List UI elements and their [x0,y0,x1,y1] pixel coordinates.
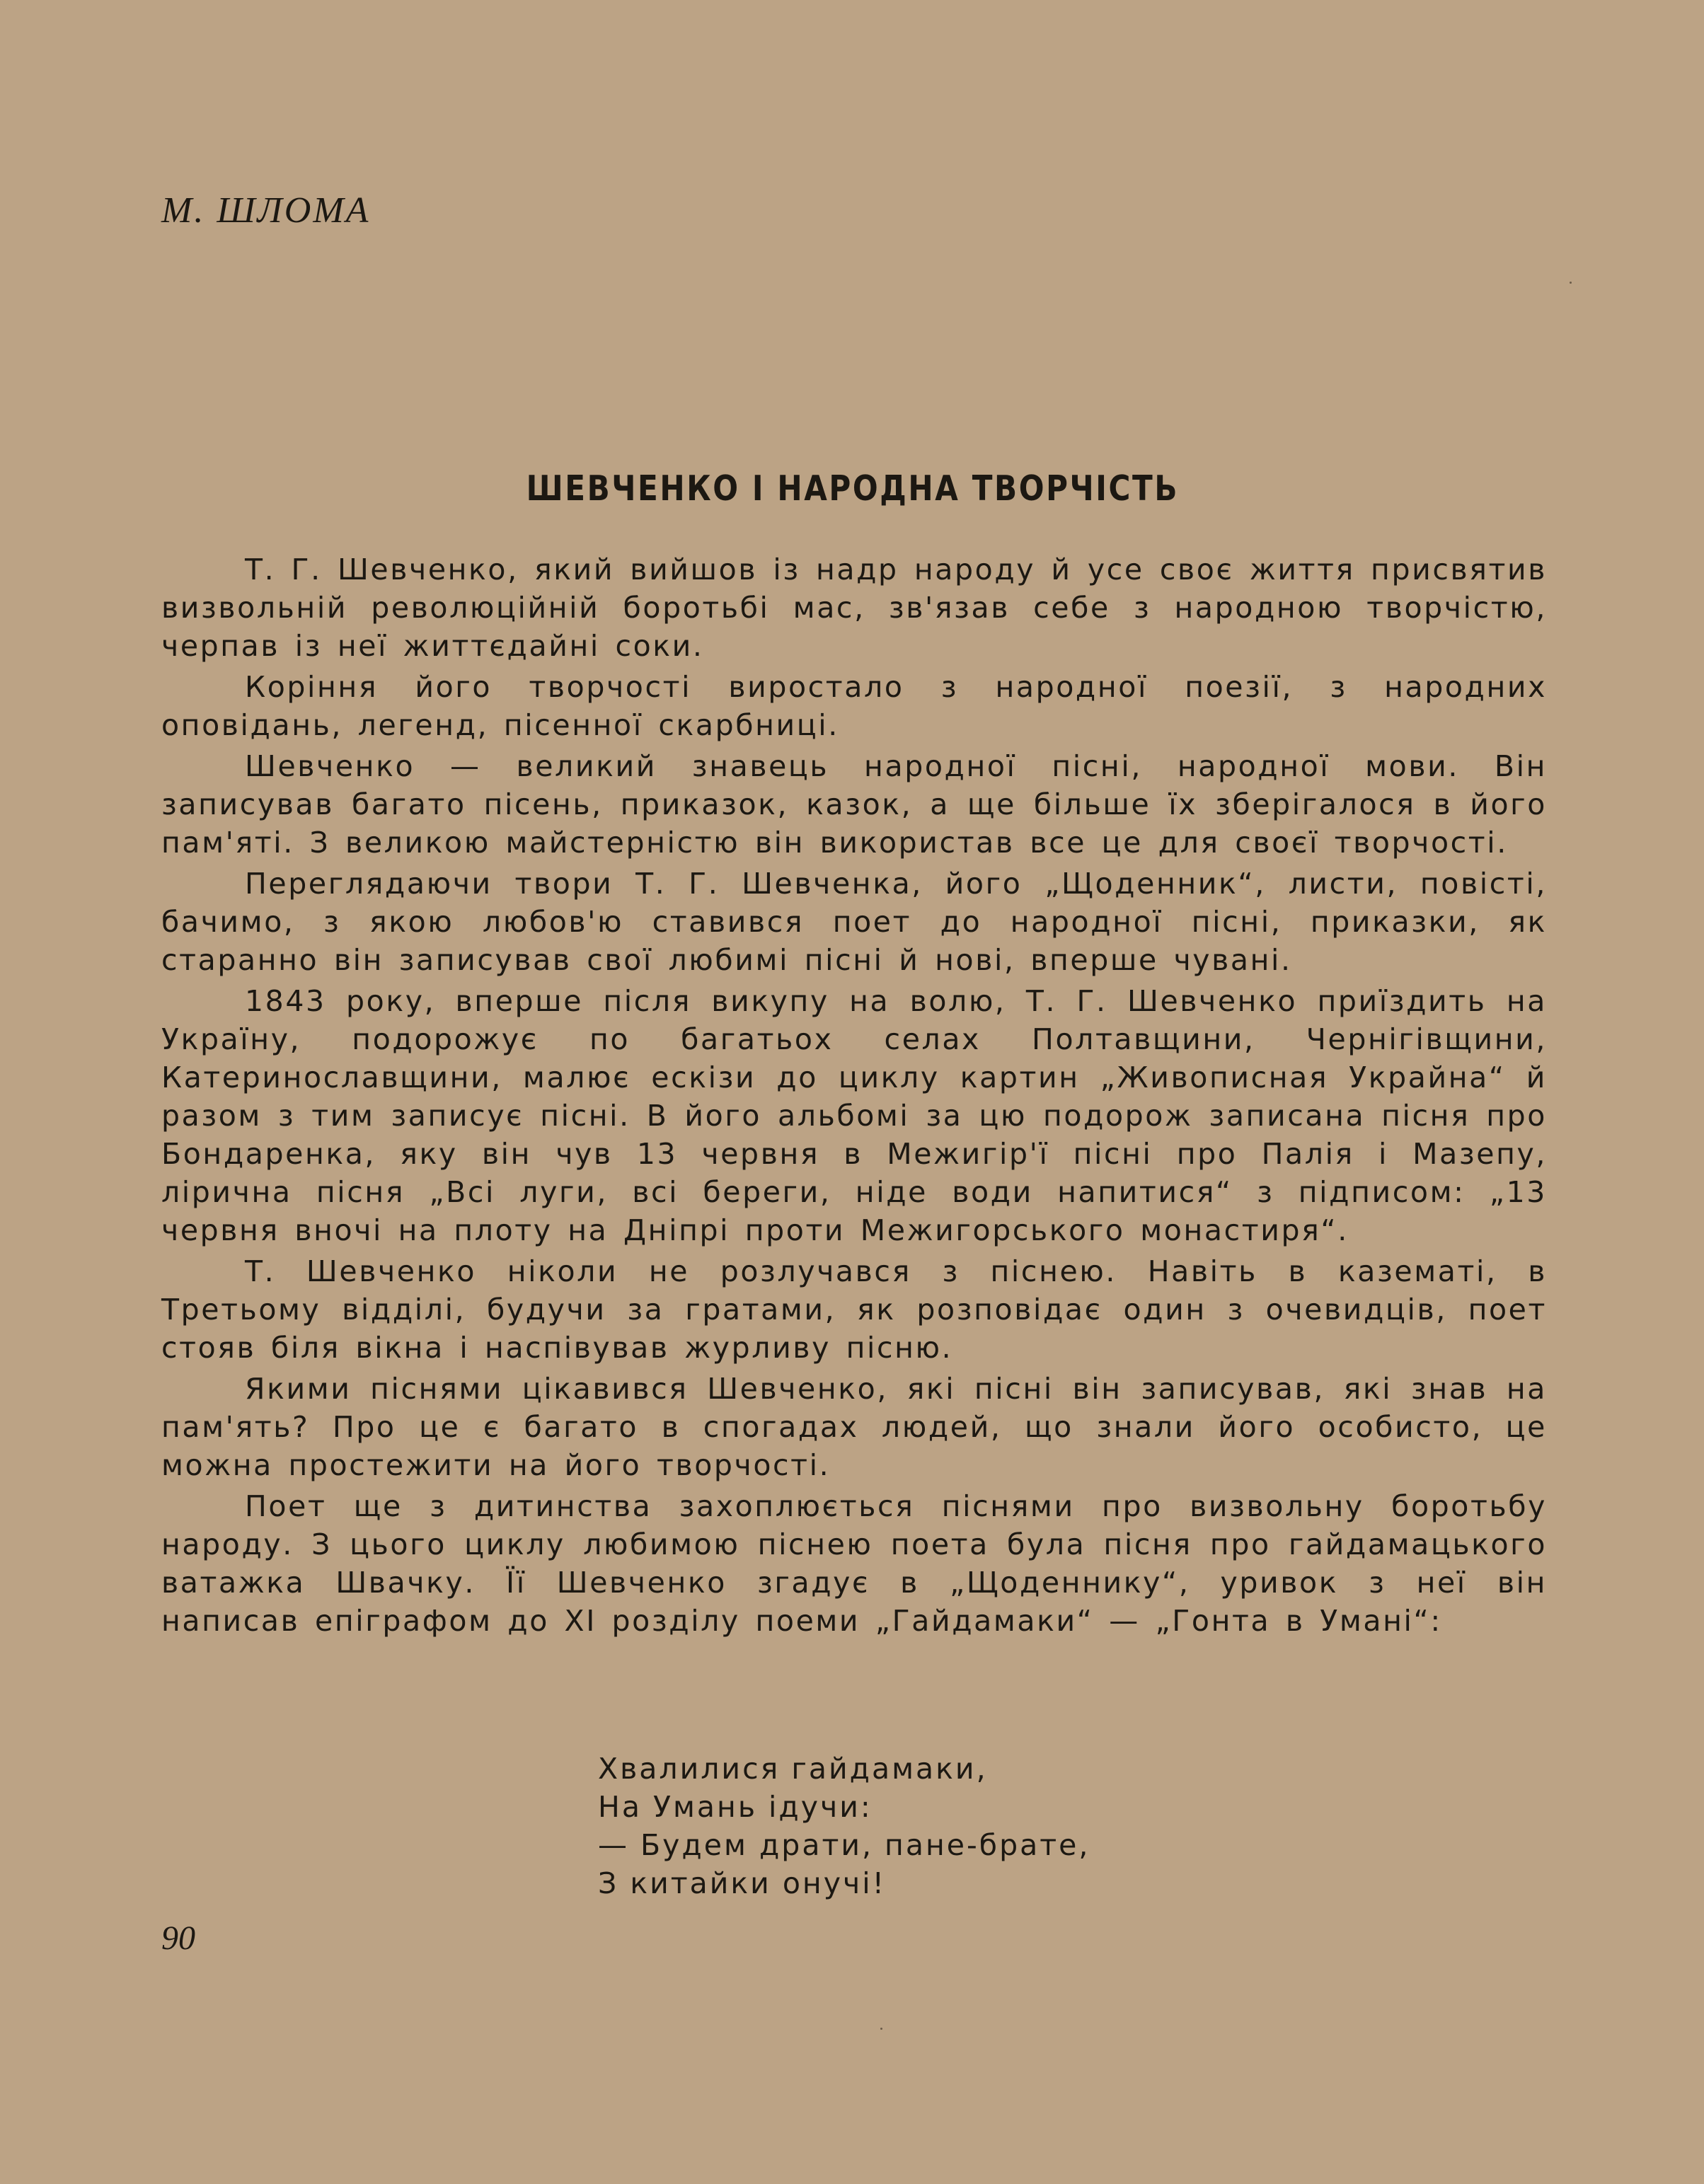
paragraph: Поет ще з дитинства захоплюється піснями про визвольну боротьбу народу. З цього циклу любимою піснею поета була пісня про гайдамацького ватажка Швачку. Її Шевченко згадує в „Щоденнику“, уривок з неї він написав епіграфом до XI розділу поеми „Гайдамаки“ — „Гонта в Умані“: [161,1489,1547,1638]
paragraph: 1843 року, вперше після викупу на волю, Т. Г. Шевченко приїздить на Україну, подорожує по багатьох селах Полтавщини, Чернігівщини, Катеринославщини, малює ескізи до циклу картин „Живописная Украйна“ й разом з тим записує пісні. В його альбомі за цю подорож записана пісня про Бондаренка, яку він чув 13 червня в Межигір'ї пісні про Палія і Мазепу, лірична пісня „Всі луги, всі береги, ніде води напитися“ з підписом: „13 червня вночі на плоту на Дніпрі проти Межигорського монастиря“. [161,984,1547,1247]
epigraph-verse [598,1750,1090,1902]
verse-line: З китайки онучі! [598,1866,887,1900]
verse-line: На Умань ідучи: [598,1790,873,1824]
paragraph: Переглядаючи твори Т. Г. Шевченка, його „Щоденник“, листи, повісті, бачимо, з якою любов'ю ставився поет до народної пісні, приказки, як старанно він записував свої любимі пісні й нові, вперше чувані. [161,867,1547,977]
paper-speck [1570,282,1572,284]
verse-line: Хвалилися гайдамаки, [598,1752,988,1786]
paragraph: Шевченко — великий знавець народної пісні, народної мови. Він записував багато пісень, приказок, казок, а ще більше їх зберігалося в його пам'яті. З великою майстерністю він використав все це для своєї творчості. [161,749,1547,860]
paragraph: Коріння його творчості виростало з народної поезії, з народних оповідань, легенд, пісенної скарбниці. [161,670,1547,742]
paragraph: Т. Шевченко ніколи не розлучався з піснею. Навіть в казематі, в Третьому відділі, будучи за гратами, як розповідає один з очевидців, поет стояв біля вікна і наспівував журливу пісню. [161,1254,1547,1365]
paragraph: Якими піснями цікавився Шевченко, які пісні він записував, які знав на пам'ять? Про це є багато в спогадах людей, що знали його особисто, це можна простежити на його творчості. [161,1372,1547,1482]
author-name: М. ШЛОМА [161,190,371,231]
article-body [161,550,1547,1643]
paragraph: Т. Г. Шевченко, який вийшов із надр народу й усе своє життя присвятив визвольній революційній боротьбі мас, зв'язав себе з народною творчістю, черпав із неї життєдайні соки. [161,553,1547,663]
page-number: 90 [161,1919,195,1957]
paper-speck [880,2028,882,2030]
article-title: ШЕВЧЕНКО І НАРОДНА ТВОРЧІСТЬ [526,468,1180,509]
verse-line: — Будем драти, пане-брате, [598,1828,1090,1862]
